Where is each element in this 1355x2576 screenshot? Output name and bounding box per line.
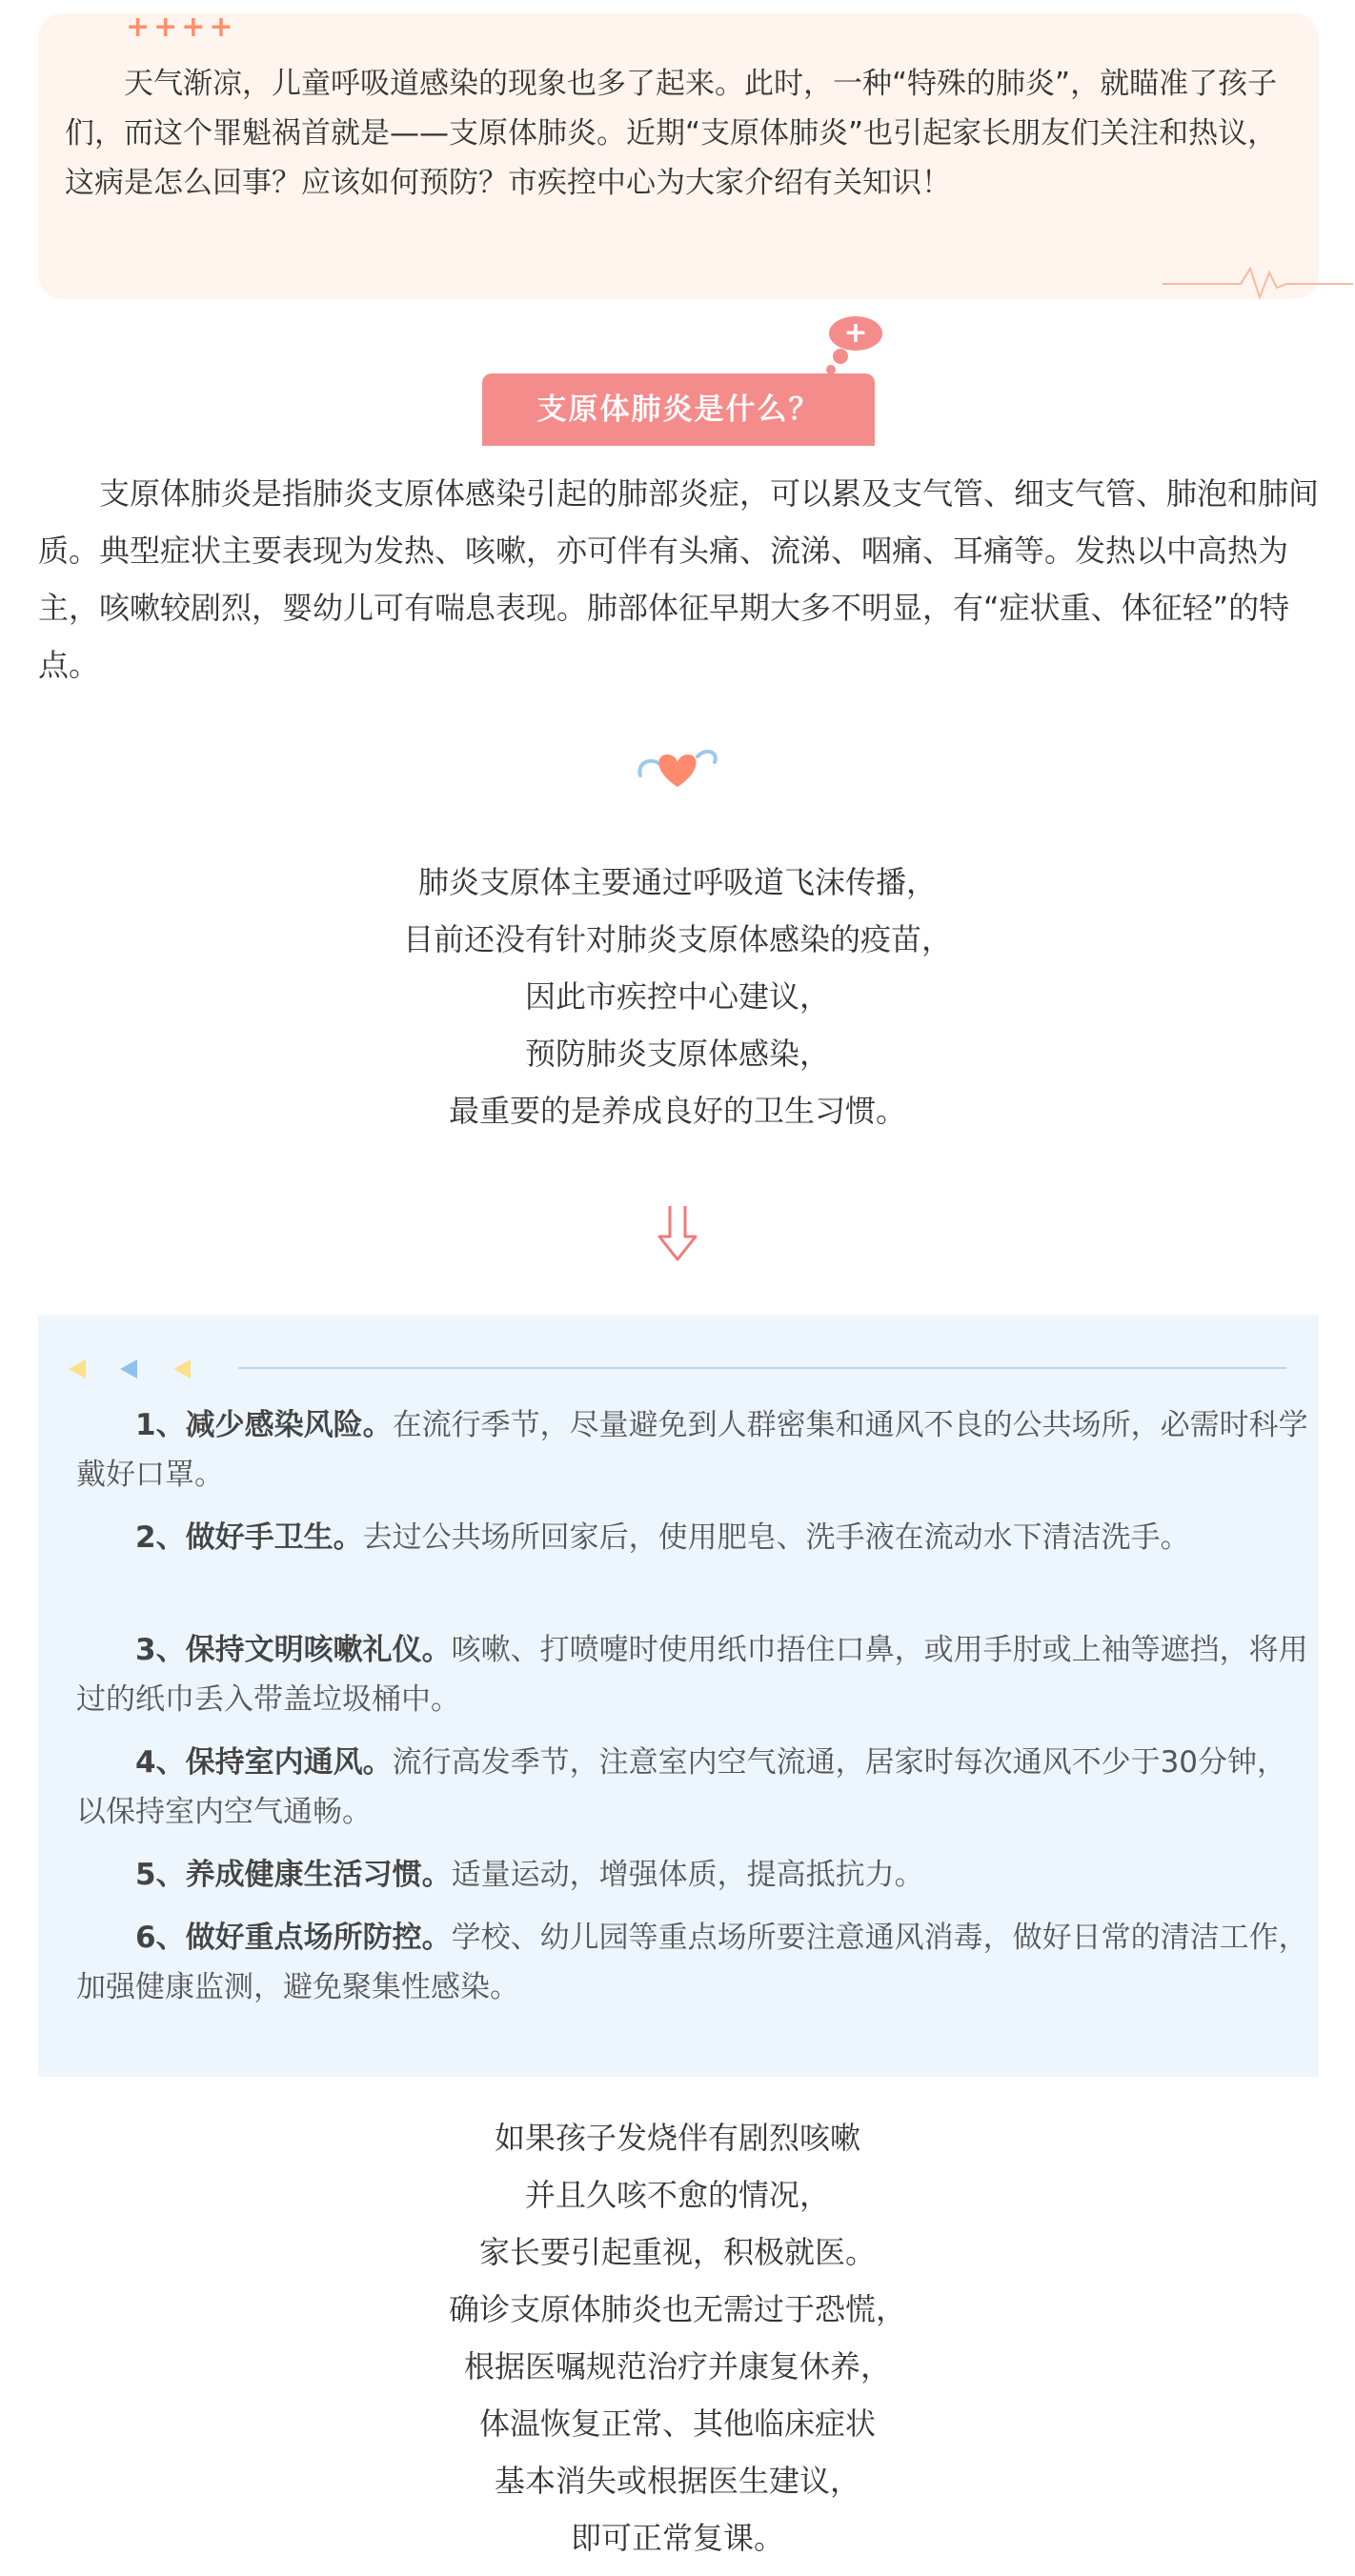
bubble-plus: +: [843, 316, 868, 350]
tip-text: 咳嗽、打喷嚏时使用纸巾捂住口鼻，或用手肘或上袖等遮挡，将用过的纸巾丢入带盖垃圾桶中。: [76, 1633, 1308, 1717]
tip-item: [76, 1513, 1315, 1562]
closing-line: 基本消失或根据医生建议，: [494, 2463, 860, 2499]
tips-card: [38, 1315, 1319, 2077]
tip-item: [76, 1738, 1315, 1837]
plus-decoration: ++++: [126, 10, 237, 44]
closing-line: 体温恢复正常、其他临床症状: [478, 2405, 876, 2442]
transmission-line: 因此市疾控中心建议，: [524, 978, 830, 1015]
transmission-block: [0, 854, 1355, 1139]
tip-title: 4、保持室内通风。: [135, 1745, 393, 1780]
tip-item: [76, 1400, 1315, 1499]
closing-line: 根据医嘱规范治疗并康复休养，: [463, 2348, 891, 2385]
closing-line: 即可正常复课。: [570, 2520, 784, 2556]
closing-line: 家长要引起重视，积极就医。: [478, 2234, 876, 2270]
tip-item: [76, 1625, 1315, 1724]
closing-block: [0, 2109, 1355, 2566]
tip-text: 在流行季节，尽量避免到人群密集和通风不良的公共场所，必需时科学戴好口罩。: [76, 1408, 1308, 1492]
down-arrow-icon: [654, 1202, 701, 1263]
tip-title: 3、保持文明咳嗽礼仪。: [135, 1633, 452, 1667]
tip-title: 2、做好手卫生。: [135, 1520, 363, 1555]
tips-divider: [238, 1367, 1286, 1369]
tip-text: 去过公共场所回家后，使用肥皂、洗手液在流动水下清洁洗手。: [362, 1520, 1190, 1555]
triangle-arrows-icon: [67, 1357, 200, 1381]
tip-title: 1、减少感染风险。: [135, 1408, 393, 1442]
tip-title: 6、做好重点场所防控。: [135, 1921, 452, 1955]
heartbeat-line-icon: [1163, 263, 1353, 301]
intro-card: [38, 10, 1319, 299]
closing-line: 并且久咳不愈的情况，: [524, 2177, 830, 2213]
tip-text: 适量运动，增强体质，提高抵抗力。: [451, 1858, 924, 1892]
section-title: 支原体肺炎是什么？: [482, 373, 875, 446]
transmission-line: 目前还没有针对肺炎支原体感染的疫苗，: [402, 921, 952, 957]
tip-item: [76, 1913, 1315, 2012]
transmission-line: 最重要的是养成良好的卫生习惯。: [448, 1093, 906, 1129]
winged-heart-icon: [635, 743, 720, 791]
intro-text: 天气渐凉，儿童呼吸道感染的现象也多了起来。此时，一种“特殊的肺炎”，就瞄准了孩子们，而这个罪魁祸首就是——支原体肺炎。近期“支原体肺炎”也引起家长朋友们关注和热议，这病是怎么回事？应该如何预防？市疾控中心为大家介绍有关知识！: [65, 67, 1278, 200]
tip-text: 学校、幼儿园等重点场所要注意通风消毒，做好日常的清洁工作，加强健康监测，避免聚集性感染。: [76, 1921, 1308, 2004]
transmission-line: 肺炎支原体主要通过呼吸道飞沫传播，: [417, 864, 937, 900]
closing-line: 如果孩子发烧伴有剧烈咳嗽: [494, 2120, 860, 2156]
tip-item: [76, 1850, 1315, 1900]
tip-title: 5、养成健康生活习惯。: [135, 1858, 452, 1892]
transmission-line: 预防肺炎支原体感染，: [524, 1036, 830, 1072]
definition-text: 支原体肺炎是指肺炎支原体感染引起的肺部炎症，可以累及支气管、细支气管、肺泡和肺间质。典型症状主要表现为发热、咳嗽，亦可伴有头痛、流涕、咽痛、耳痛等。发热以中高热为主，咳嗽较剧烈，婴幼儿可有喘息表现。肺部体征早期大多不明显，有“症状重、体征轻”的特点。: [38, 475, 1320, 683]
tip-text: 流行高发季节，注意室内空气流通，居家时每次通风不少于30分钟，以保持室内空气通畅。: [76, 1745, 1287, 1829]
closing-line: 确诊支原体肺炎也无需过于恐慌，: [448, 2291, 906, 2327]
